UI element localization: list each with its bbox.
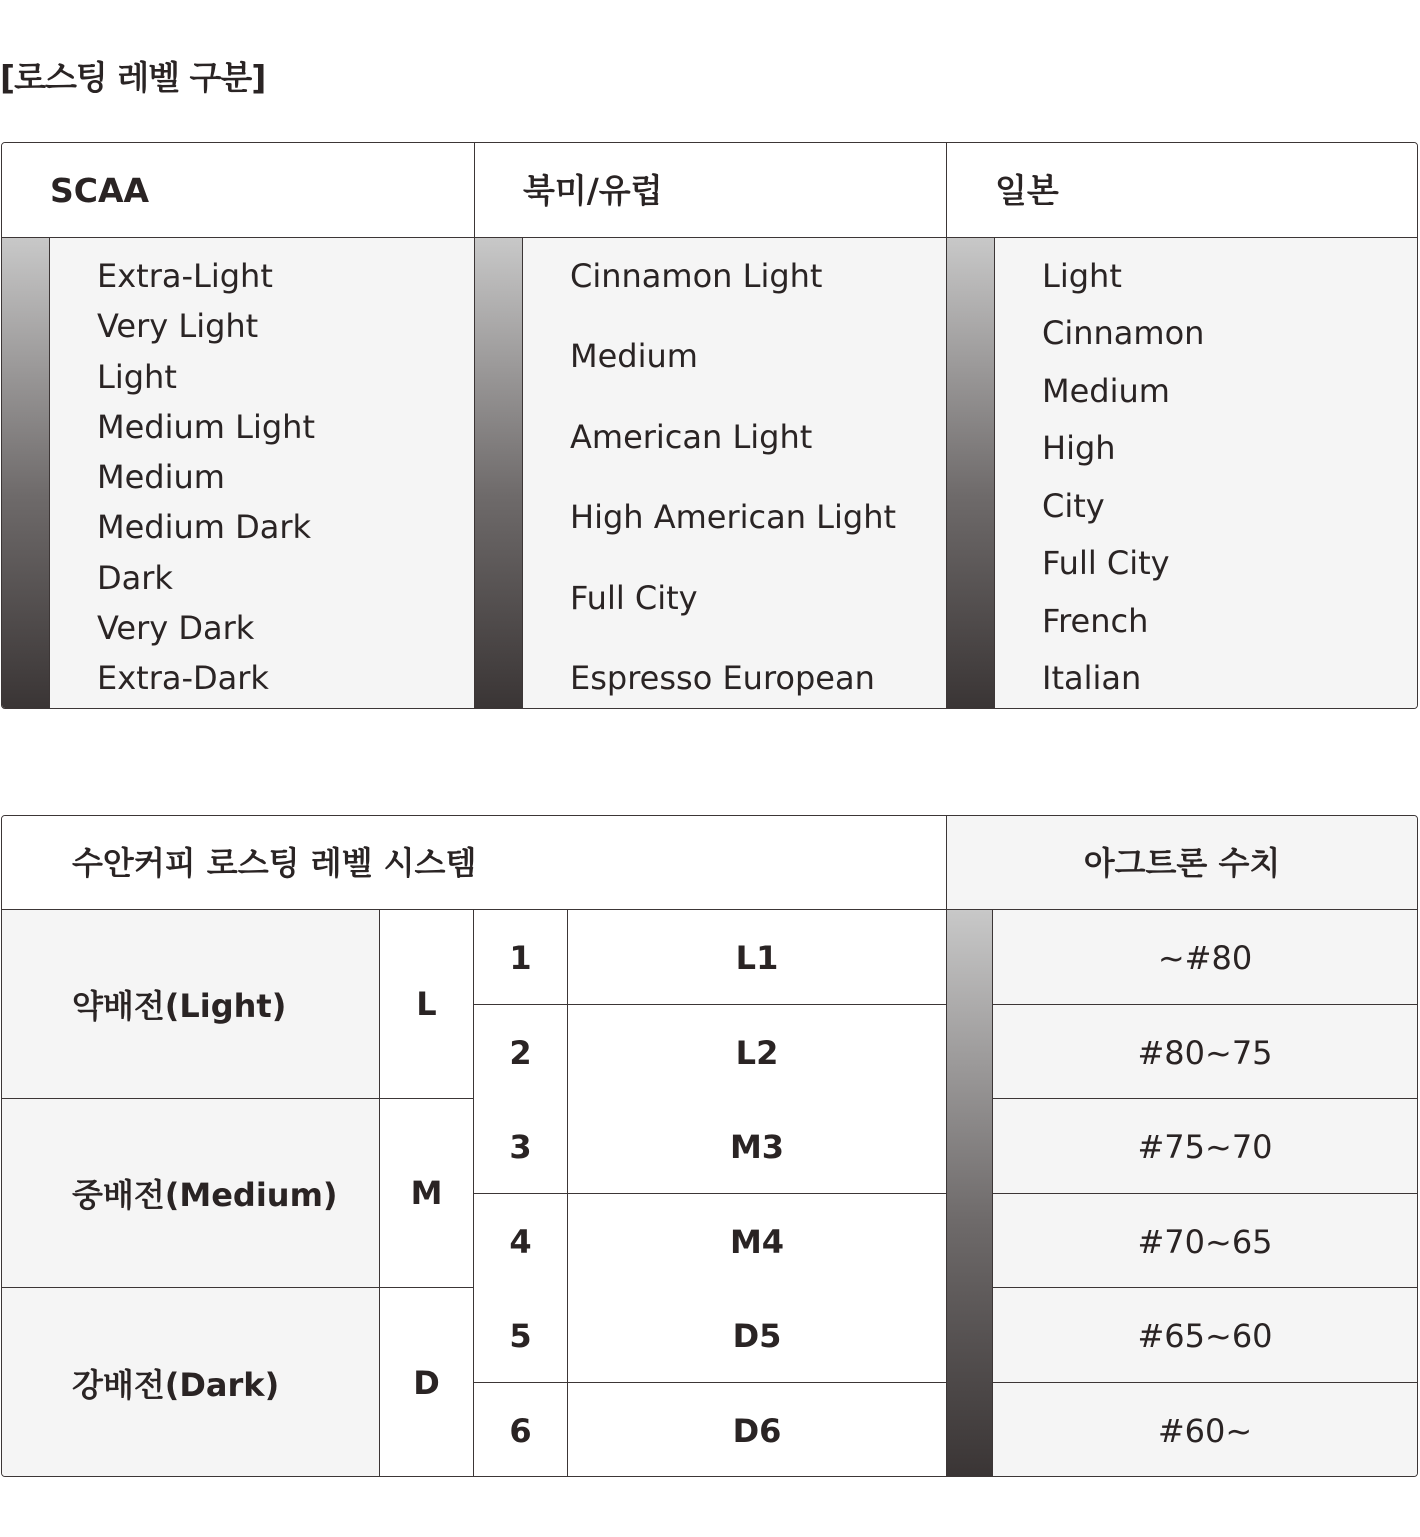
list-item: City [1042, 486, 1105, 525]
level-number: 6 [474, 1383, 568, 1477]
scaa-body [2, 238, 474, 708]
list-item: French [1042, 601, 1149, 640]
table-row [474, 1194, 946, 1289]
table-row [474, 1383, 946, 1477]
level-code: M4 [729, 1222, 785, 1261]
japan-body [947, 238, 1417, 708]
agtron-value: ~#80 [993, 910, 1417, 1005]
table-row [474, 910, 946, 1005]
na-eu-header: 북미/유럽 [475, 143, 946, 238]
agtron-header: 아그트론 수치 [946, 816, 1417, 910]
level-code: M3 [729, 1127, 785, 1166]
roast-gradient-bar [475, 238, 523, 708]
agtron-value: #70~65 [993, 1194, 1417, 1289]
row-divider [993, 1004, 1417, 1005]
level-number: 3 [474, 1099, 568, 1194]
level-code: D5 [732, 1316, 782, 1355]
list-item: Light [1042, 257, 1122, 295]
list-item: Medium [1042, 371, 1170, 410]
japan-column [946, 143, 1417, 708]
roast-code: M [380, 1099, 474, 1287]
row-divider [474, 1004, 946, 1005]
roast-category: 중배전(Medium) [2, 1099, 380, 1287]
level-code: D6 [732, 1411, 782, 1450]
suan-roast-system-table [1, 815, 1418, 1477]
na-eu-body [475, 238, 946, 708]
scaa-column [2, 143, 474, 708]
roast-level-comparison-table [1, 142, 1418, 709]
list-item: High [1042, 429, 1116, 468]
table-row [474, 1288, 946, 1383]
list-item: Extra-Dark [97, 659, 269, 697]
roast-category: 약배전(Light) [2, 910, 380, 1098]
system-header: 수안커피 로스팅 레벨 시스템 [2, 816, 946, 910]
list-item: Medium Dark [97, 508, 312, 547]
japan-list [1042, 258, 1204, 696]
na-eu-list [570, 258, 896, 696]
row-divider [993, 1382, 1417, 1383]
list-item: Very Dark [97, 608, 255, 647]
level-code: L1 [735, 938, 779, 977]
agtron-value: #75~70 [993, 1099, 1417, 1194]
level-number: 5 [474, 1288, 568, 1383]
roast-code: D [380, 1288, 474, 1477]
row-divider [993, 1287, 1417, 1288]
list-item: Full City [1042, 544, 1170, 583]
level-number: 4 [474, 1194, 568, 1289]
agtron-value: #80~75 [993, 1005, 1417, 1100]
table-row [474, 1005, 946, 1100]
level-number: 2 [474, 1005, 568, 1100]
list-item: Medium [570, 337, 698, 376]
row-divider [993, 1098, 1417, 1099]
list-item: Cinnamon Light [570, 257, 823, 295]
list-item: Very Light [97, 307, 259, 346]
list-item: Italian [1042, 658, 1142, 697]
table-row [474, 1099, 946, 1194]
agtron-value: #60~ [993, 1383, 1417, 1477]
row-divider [474, 1193, 946, 1194]
list-item: Light [97, 357, 177, 396]
list-item: American Light [570, 417, 813, 456]
page-title: [로스팅 레벨 구분] [0, 58, 266, 97]
list-item: Extra-Light [97, 257, 273, 295]
row-divider [474, 1382, 946, 1383]
agtron-value: #65~60 [993, 1288, 1417, 1383]
roast-gradient-bar [2, 238, 50, 708]
roast-code: L [380, 910, 474, 1098]
scaa-list [97, 258, 315, 696]
level-number: 1 [474, 910, 568, 1005]
list-item: Medium [97, 458, 225, 496]
list-item: Full City [570, 578, 698, 617]
level-code: L2 [735, 1033, 779, 1072]
scaa-header: SCAA [2, 143, 474, 238]
roast-gradient-bar [947, 238, 995, 708]
roast-category: 강배전(Dark) [2, 1288, 380, 1477]
roast-gradient-bar [946, 910, 993, 1476]
row-divider [993, 1193, 1417, 1194]
list-item: Cinnamon [1042, 314, 1205, 353]
list-item: Espresso European [570, 658, 875, 697]
na-eu-column [474, 143, 946, 708]
list-item: High American Light [570, 498, 897, 537]
list-item: Dark [97, 558, 173, 597]
list-item: Medium Light [97, 407, 315, 446]
japan-header: 일본 [947, 143, 1417, 238]
